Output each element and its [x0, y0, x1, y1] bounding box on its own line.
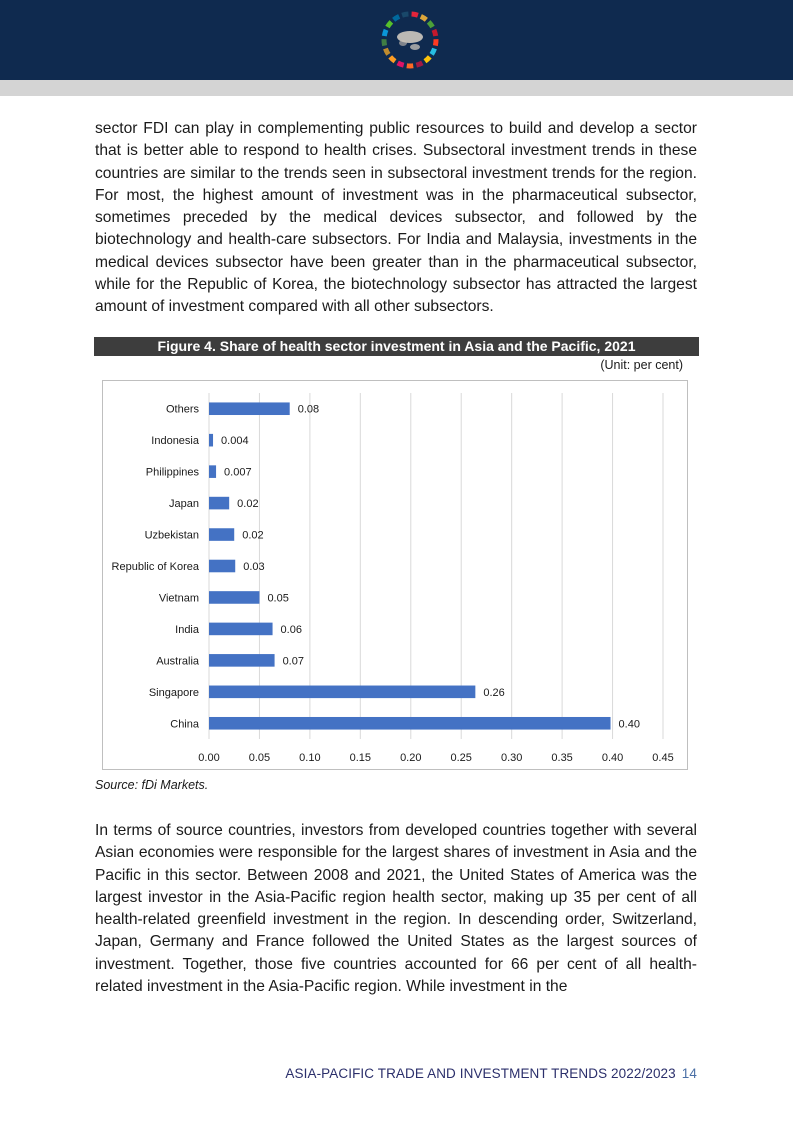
x-tick-label: 0.15: [349, 752, 372, 764]
figure-source: Source: fDi Markets.: [95, 778, 209, 792]
x-tick-label: 0.05: [248, 752, 271, 764]
logo-ring-segment: [387, 22, 391, 27]
category-label: Japan: [169, 498, 199, 511]
bar-japan: [209, 497, 229, 510]
logo-ring-segment: [398, 63, 404, 65]
x-tick-label: 0.00: [198, 752, 220, 764]
data-label: 0.08: [297, 403, 320, 416]
figure-title: Figure 4. Share of health sector investment in Asia and the Pacific, 2021: [94, 337, 699, 356]
category-label: Philippines: [145, 466, 199, 479]
category-label: Uzbekistan: [144, 529, 199, 542]
data-label: 0.004: [221, 435, 249, 448]
category-label: India: [175, 623, 199, 636]
x-tick-label: 0.35: [551, 752, 573, 764]
bar-uzbekistan: [209, 528, 234, 541]
bar-indonesia: [209, 434, 213, 447]
data-label: 0.03: [243, 561, 265, 573]
category-label: Republic of Korea: [111, 561, 199, 573]
data-label: 0.40: [618, 718, 640, 731]
bar-vietnam: [209, 591, 259, 604]
category-label: Australia: [156, 655, 199, 668]
logo-ring-segment: [435, 39, 436, 45]
x-tick-label: 0.45: [652, 752, 674, 764]
logo-ring-segment: [412, 14, 418, 15]
category-label: Singapore: [148, 686, 199, 699]
bar-chart: [103, 381, 689, 771]
bar-singapore: [209, 686, 475, 699]
x-tick-label: 0.10: [299, 752, 321, 764]
page-number: 14: [681, 1066, 697, 1081]
header-stripe: [0, 80, 793, 96]
category-label: Vietnam: [158, 592, 199, 605]
bar-republic-of-korea: [209, 560, 235, 573]
logo-ring-segment: [402, 14, 408, 15]
logo-ring-segment: [384, 39, 385, 45]
figure-unit: (Unit: per cent): [600, 358, 683, 372]
category-label: Others: [165, 403, 199, 416]
bar-australia: [209, 654, 275, 667]
logo-ring-segment: [421, 16, 427, 19]
bar-india: [209, 623, 273, 636]
data-label: 0.26: [483, 686, 505, 699]
chart-frame: [102, 380, 688, 770]
logo-ring-segment: [384, 30, 386, 36]
category-label: China: [170, 718, 199, 731]
data-label: 0.02: [237, 498, 259, 511]
x-tick-label: 0.30: [500, 752, 523, 764]
logo-ring-segment: [385, 49, 388, 55]
x-tick-label: 0.25: [450, 752, 472, 764]
body-paragraph-1: sector FDI can play in complementing public resources to build and develop a sector that is better able to respond to health crises. Subsectoral investment trends in these countries are similar to the trends seen in subsectoral investment trends for the region. For most, the highest amount of investment was in the pharmaceutical subsector, sometimes preceded by the medical devices subsector, and followed by the biotechnology and health-care subsectors. For India and Malaysia, investments in the medical devices subsector have been greater than in the pharmaceutical subsector, while for the Republic of Korea, the biotechnology subsector has attracted the largest amount of investment compared with all other subsectors.: [95, 120, 697, 316]
logo-ring-segment: [394, 16, 400, 19]
data-label: 0.007: [224, 466, 252, 479]
footer-title: ASIA-PACIFIC TRADE AND INVESTMENT TRENDS 2022/2023: [285, 1066, 676, 1081]
data-label: 0.02: [242, 529, 264, 542]
x-tick-label: 0.40: [601, 752, 624, 764]
x-tick-label: 0.20: [400, 752, 422, 764]
header-band: [0, 0, 793, 80]
bar-philippines: [209, 465, 216, 478]
logo-ring-segment: [432, 49, 435, 55]
asia-pacific-globe-sdg-ring-icon: [379, 9, 441, 71]
logo-ring-segment: [390, 57, 395, 61]
data-label: 0.05: [267, 592, 289, 605]
logo-ring-segment: [434, 30, 436, 36]
logo-ring-segment: [416, 63, 422, 65]
bar-others: [209, 402, 290, 415]
logo-ring-segment: [429, 22, 433, 27]
logo-ring-segment: [425, 57, 430, 61]
data-label: 0.07: [282, 655, 304, 668]
bar-china: [209, 717, 611, 730]
body-paragraph-2: In terms of source countries, investors from developed countries together with several Asian economies were responsible for the largest shares of investment in Asia and the Pacific in this sector. Between 2008 and 2021, the United States of America was the largest investor in the Asia-Pacific region health sector, making up 35 per cent of all health-related greenfield investment in the region. In descending order, Switzerland, Japan, Germany and France followed the United States as the largest sources of investment. Together, those five countries accounted for 66 per cent of all health-related investment in the Asia-Pacific region. While investment in the: [95, 822, 697, 996]
page-footer: [285, 1066, 697, 1081]
data-label: 0.06: [280, 623, 302, 636]
category-label: Indonesia: [151, 435, 199, 448]
